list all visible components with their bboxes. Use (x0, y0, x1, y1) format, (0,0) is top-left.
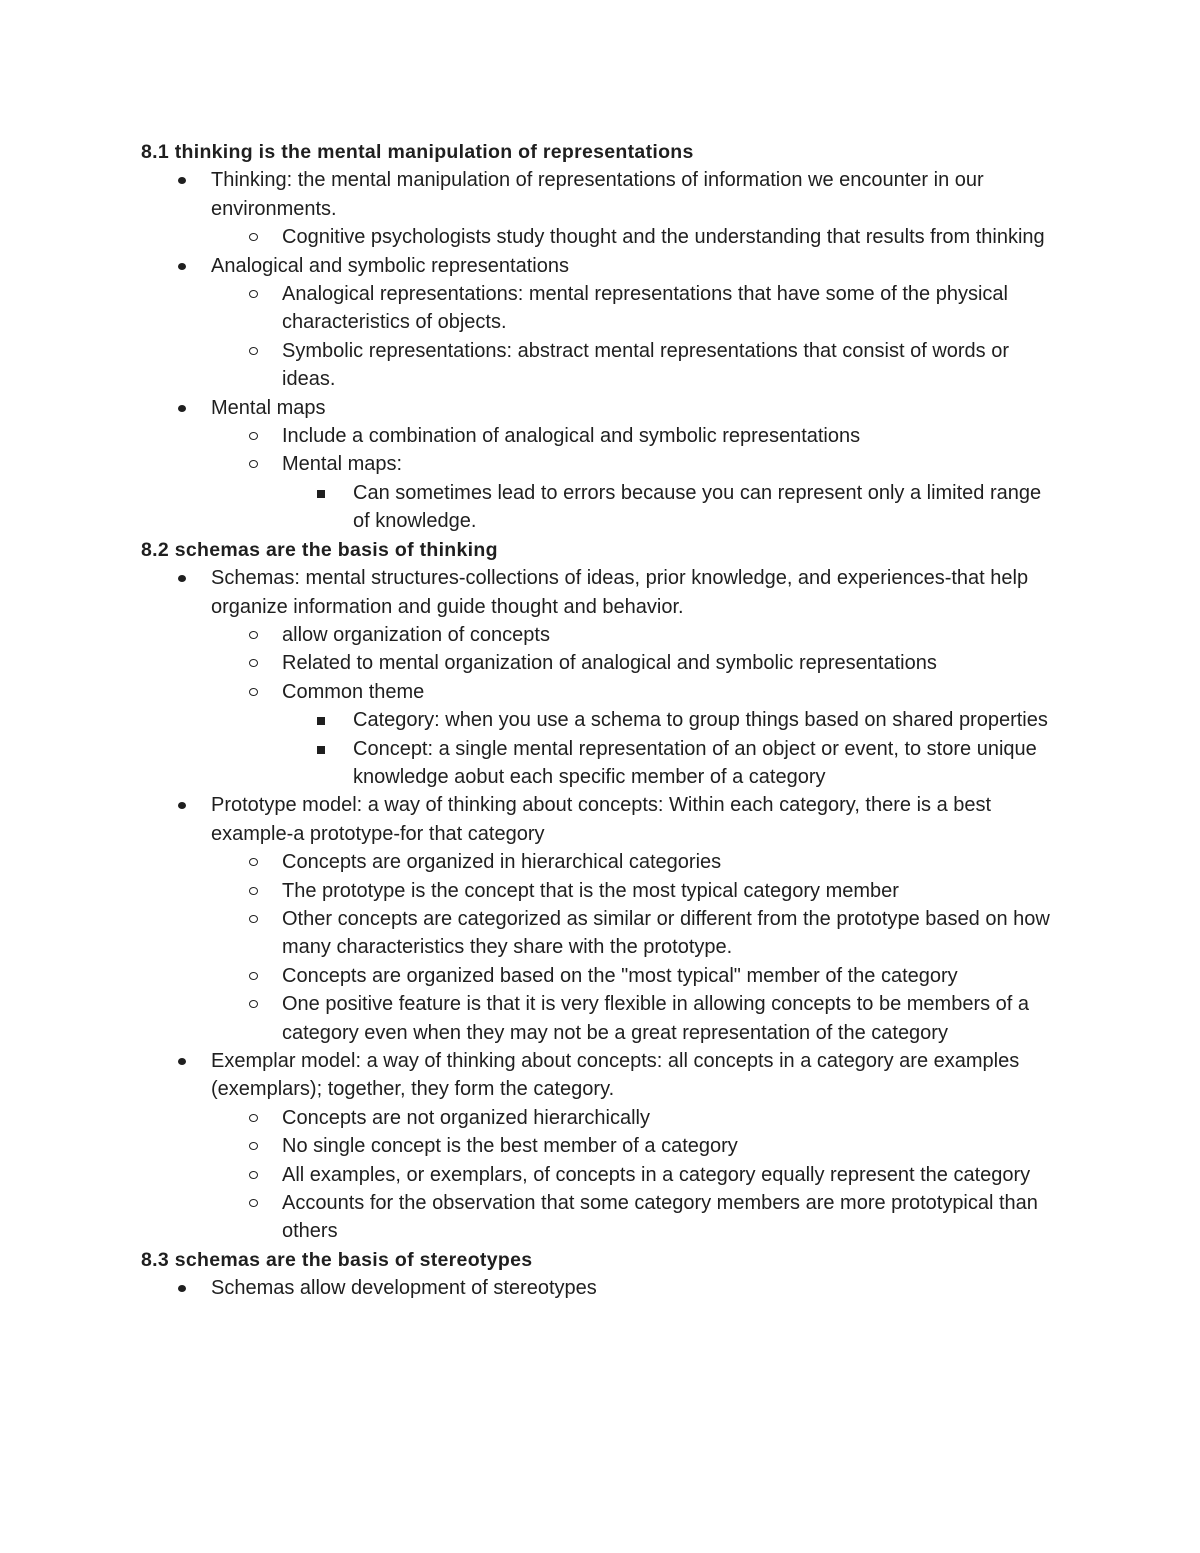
list-item-level-2 (0, 1189, 1058, 1246)
hollow-circle-bullet-icon (249, 290, 258, 298)
list-item-text: One positive feature is that it is very flexible in allowing concepts to be members of a category even when they may not be a great representation of the category (282, 993, 1030, 1044)
list-item-level-2 (0, 678, 1058, 706)
hollow-circle-bullet-icon (249, 659, 258, 667)
list-item-text: Other concepts are categorized as similar or different from the prototype based on how many characteristics they share with the prototype. (282, 907, 1050, 959)
list-item-text: The prototype is the concept that is the most typical category member (282, 879, 899, 902)
hollow-circle-bullet-icon (249, 1199, 258, 1207)
list-item-text: Concepts are organized in hierarchical categories (282, 851, 722, 874)
filled-circle-bullet-icon (178, 1285, 186, 1292)
list-item-text: Schemas: mental structures-collections of ideas, prior knowledge, and experiences-that help organize information and guide thought and behavior. (211, 567, 1029, 618)
list-item-level-2 (0, 422, 1058, 450)
list-item-text: Concept: a single mental representation of an object or event, to store unique knowledge aobut each specific member of a category (353, 737, 1037, 788)
filled-circle-bullet-icon (178, 1058, 186, 1065)
list-item-text: All examples, or exemplars, of concepts in a category equally represent the category (282, 1163, 1031, 1186)
list-item-level-2 (0, 1161, 1058, 1189)
list-item-text: No single concept is the best member of a category (282, 1135, 738, 1158)
hollow-circle-bullet-icon (249, 460, 258, 468)
list-item-level-1 (0, 564, 1056, 621)
section-heading: 8.3 schemas are the basis of stereotypes (141, 1248, 533, 1271)
hollow-circle-bullet-icon (249, 1142, 258, 1150)
list-item-level-2 (0, 649, 1058, 677)
list-item-text: Mental maps (211, 396, 326, 419)
list-item-text: Schemas allow development of stereotypes (211, 1277, 597, 1300)
filled-square-bullet-icon (317, 746, 325, 754)
list-item-text: Accounts for the observation that some category members are more prototypical than others (282, 1192, 1038, 1243)
list-item-text: Exemplar model: a way of thinking about concepts: all concepts in a category are examples (exemplars); together, they form the category. (211, 1050, 1020, 1101)
list-item-text: Analogical representations: mental representations that have some of the physical characteristics of objects. (282, 283, 1008, 334)
document-body (0, 138, 1200, 1303)
list-item-level-2 (0, 621, 1058, 649)
list-item-text: Cognitive psychologists study thought and the understanding that results from thinking (282, 226, 1045, 249)
filled-circle-bullet-icon (178, 575, 186, 582)
hollow-circle-bullet-icon (249, 688, 258, 696)
list-item-level-2 (0, 223, 1058, 251)
filled-circle-bullet-icon (178, 263, 186, 270)
hollow-circle-bullet-icon (249, 347, 258, 355)
list-item-level-2 (0, 877, 1058, 905)
list-item-level-1 (0, 394, 1056, 422)
hollow-circle-bullet-icon (249, 432, 258, 440)
hollow-circle-bullet-icon (249, 233, 258, 241)
list-item-level-3 (0, 706, 1053, 734)
hollow-circle-bullet-icon (249, 1171, 258, 1179)
list-item-level-2 (0, 1104, 1058, 1132)
filled-square-bullet-icon (317, 717, 325, 725)
list-item-level-1 (0, 1274, 1056, 1302)
filled-circle-bullet-icon (178, 802, 186, 809)
section-heading: 8.2 schemas are the basis of thinking (141, 538, 498, 561)
list-item-text: Related to mental organization of analogical and symbolic representations (282, 652, 937, 675)
list-item-text: Thinking: the mental manipulation of representations of information we encounter in our environments. (211, 169, 984, 220)
hollow-circle-bullet-icon (249, 915, 258, 923)
list-item-text: Symbolic representations: abstract mental representations that consist of words or ideas. (282, 339, 1010, 391)
hollow-circle-bullet-icon (249, 887, 258, 895)
list-item-level-1 (0, 252, 1056, 280)
hollow-circle-bullet-icon (249, 858, 258, 866)
list-item-level-3 (0, 735, 1053, 792)
list-item-text: Analogical and symbolic representations (211, 254, 569, 277)
list-item-text: Category: when you use a schema to group things based on shared properties (353, 709, 1048, 732)
list-item-level-2 (0, 280, 1058, 337)
hollow-circle-bullet-icon (249, 1000, 258, 1008)
filled-circle-bullet-icon (178, 405, 186, 412)
list-item-level-1 (0, 166, 1056, 223)
list-item-level-2 (0, 337, 1058, 394)
list-item-text: Prototype model: a way of thinking about concepts: Within each category, there is a best example-a prototype-for that category (211, 794, 992, 845)
list-item-level-3 (0, 479, 1053, 536)
list-item-text: Can sometimes lead to errors because you can represent only a limited range of knowledge. (353, 481, 1042, 533)
list-item-level-2 (0, 990, 1058, 1047)
list-item-level-2 (0, 905, 1058, 962)
list-item-level-2 (0, 962, 1058, 990)
filled-square-bullet-icon (317, 490, 325, 498)
list-item-text: allow organization of concepts (282, 623, 550, 646)
hollow-circle-bullet-icon (249, 1114, 258, 1122)
list-item-level-2 (0, 1132, 1058, 1160)
list-item-text: Mental maps: (282, 453, 403, 476)
list-item-level-2 (0, 450, 1058, 478)
list-item-level-2 (0, 848, 1058, 876)
hollow-circle-bullet-icon (249, 631, 258, 639)
hollow-circle-bullet-icon (249, 972, 258, 980)
list-item-text: Concepts are not organized hierarchically (282, 1106, 650, 1129)
section-heading: 8.1 thinking is the mental manipulation of representations (141, 141, 694, 163)
list-item-level-1 (0, 791, 1056, 848)
list-item-text: Common theme (282, 680, 425, 703)
list-item-level-1 (0, 1047, 1056, 1104)
list-item-text: Include a combination of analogical and symbolic representations (282, 425, 861, 448)
list-item-text: Concepts are organized based on the "most typical" member of the category (282, 964, 958, 987)
filled-circle-bullet-icon (178, 177, 186, 184)
